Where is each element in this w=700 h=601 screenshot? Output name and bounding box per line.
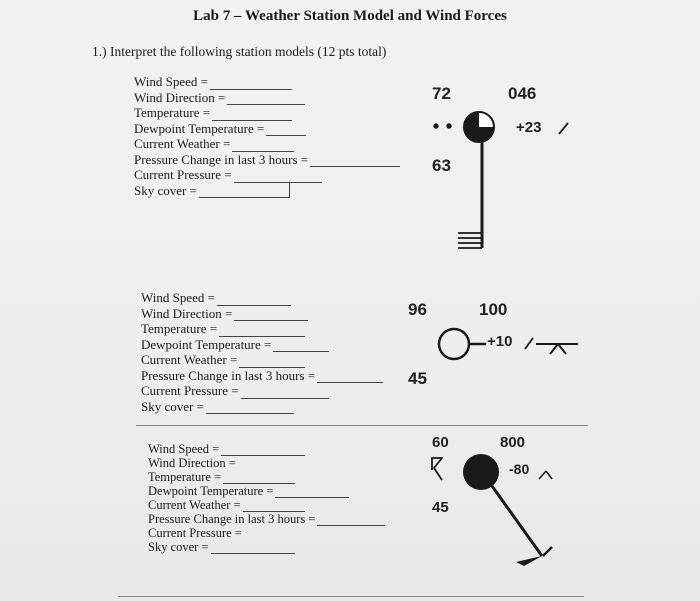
answer-blank[interactable] <box>234 310 308 321</box>
station-1-model <box>420 100 580 260</box>
field-row <box>141 306 383 322</box>
answer-blank[interactable] <box>266 125 306 136</box>
answer-blank[interactable] <box>317 372 383 383</box>
field-label: Wind Speed = <box>134 74 208 89</box>
field-label: Temperature = <box>134 105 211 120</box>
field-row <box>148 540 385 554</box>
field-label: Current Weather = <box>148 498 241 512</box>
field-row <box>148 512 385 526</box>
field-label: Wind Direction = <box>141 305 233 321</box>
bottom-rule <box>118 596 584 597</box>
answer-blank[interactable] <box>241 388 329 399</box>
pressure-tendency-rising-icon <box>525 338 533 349</box>
field-row <box>141 337 383 353</box>
sky-cover-clear-icon <box>439 329 469 359</box>
page-title: Lab 7 – Weather Station Model and Wind Forces <box>193 8 507 24</box>
field-row <box>134 167 400 183</box>
answer-blank[interactable] <box>212 110 292 121</box>
field-label: Wind Speed = <box>141 290 215 305</box>
field-label: Temperature = <box>148 470 222 484</box>
section-divider <box>136 425 588 426</box>
field-row <box>141 399 383 415</box>
pressure-tendency-icon <box>539 471 546 479</box>
pressure-tendency-icon <box>546 471 552 479</box>
field-row <box>148 456 385 470</box>
field-label: Pressure Change in last 3 hours = <box>141 367 316 383</box>
field-row <box>148 470 385 484</box>
field-label: Wind Direction = <box>148 456 236 470</box>
field-label: Current Pressure = <box>141 383 239 398</box>
station-3-pressure: 800 <box>500 434 526 451</box>
field-label: Current Pressure = <box>134 167 232 182</box>
answer-blank[interactable] <box>273 341 329 352</box>
station-1-pressure: 046 <box>508 84 537 103</box>
station-2-model <box>430 320 590 370</box>
two-dots-rain-icon <box>433 123 451 128</box>
answer-blank[interactable] <box>317 515 385 526</box>
pressure-tendency-rising-icon <box>559 123 568 134</box>
station-2-pressure: 100 <box>479 300 508 319</box>
field-row <box>134 90 400 106</box>
field-label: Sky cover = <box>134 182 197 198</box>
field-row <box>134 136 400 152</box>
field-row <box>141 352 383 368</box>
answer-blank[interactable] <box>232 141 294 152</box>
field-label: Dewpoint Temperature = <box>141 336 272 352</box>
field-row <box>148 442 385 456</box>
answer-blank[interactable] <box>210 79 292 90</box>
station-3-pressure-change: -80 <box>509 461 530 477</box>
station-3-fields <box>148 442 385 554</box>
field-row <box>134 183 400 199</box>
thunderstorm-icon <box>432 458 442 480</box>
field-label: Dewpoint Temperature = <box>134 120 265 136</box>
wind-barb-icon <box>536 344 578 354</box>
answer-blank[interactable] <box>239 357 305 368</box>
field-row <box>141 290 383 306</box>
field-row <box>141 368 383 384</box>
answer-blank[interactable] <box>234 172 322 183</box>
field-label: Wind Direction = <box>134 89 226 105</box>
field-row <box>141 383 383 399</box>
field-row <box>134 74 400 90</box>
answer-blank[interactable] <box>227 94 305 105</box>
sky-cover-overcast-icon <box>463 454 499 490</box>
station-1-pressure-change: +23 <box>516 119 542 136</box>
wind-staff <box>492 486 542 556</box>
field-row <box>148 526 385 540</box>
station-3-model <box>420 450 580 580</box>
field-row <box>148 498 385 512</box>
station-3-temperature: 60 <box>432 434 449 451</box>
station-1-temperature: 72 <box>432 84 451 103</box>
question-prompt: 1.) Interpret the following station models (12 pts total) <box>92 44 387 59</box>
field-label: Temperature = <box>141 321 218 336</box>
answer-blank[interactable] <box>243 501 305 512</box>
field-label: Pressure Change in last 3 hours = <box>134 151 309 167</box>
field-row <box>134 121 400 137</box>
station-1-dewpoint: 63 <box>432 156 451 175</box>
field-label: Current Pressure = <box>148 526 242 540</box>
field-label: Dewpoint Temperature = <box>148 484 274 498</box>
station-2-pressure-change: +10 <box>487 333 513 350</box>
field-row <box>141 321 383 337</box>
answer-blank[interactable] <box>199 183 290 198</box>
field-label: Sky cover = <box>148 540 209 554</box>
field-label: Current Weather = <box>134 136 231 151</box>
field-label: Sky cover = <box>141 398 204 414</box>
station-1-fields <box>134 74 400 198</box>
answer-blank[interactable] <box>275 487 349 498</box>
answer-blank[interactable] <box>211 543 295 554</box>
wind-barb-pennant-icon <box>516 556 542 566</box>
field-label: Wind Speed = <box>148 442 220 456</box>
field-label: Pressure Change in last 3 hours = <box>148 512 316 526</box>
field-row <box>134 105 400 121</box>
answer-blank[interactable] <box>223 473 295 484</box>
wind-barb-icon <box>458 233 482 248</box>
answer-blank[interactable] <box>310 156 400 167</box>
answer-blank[interactable] <box>206 403 294 414</box>
station-2-temperature: 96 <box>408 300 427 319</box>
field-label: Current Weather = <box>141 352 238 367</box>
answer-blank[interactable] <box>219 326 305 337</box>
answer-blank[interactable] <box>217 295 291 306</box>
station-2-dewpoint: 45 <box>408 369 427 388</box>
station-3-dewpoint: 45 <box>432 499 449 516</box>
answer-blank[interactable] <box>221 445 305 456</box>
field-row <box>134 152 400 168</box>
sky-cover-three-quarters-icon <box>464 112 494 142</box>
wind-barb-icon <box>543 547 552 556</box>
field-row <box>148 484 385 498</box>
station-2-fields <box>141 290 383 414</box>
